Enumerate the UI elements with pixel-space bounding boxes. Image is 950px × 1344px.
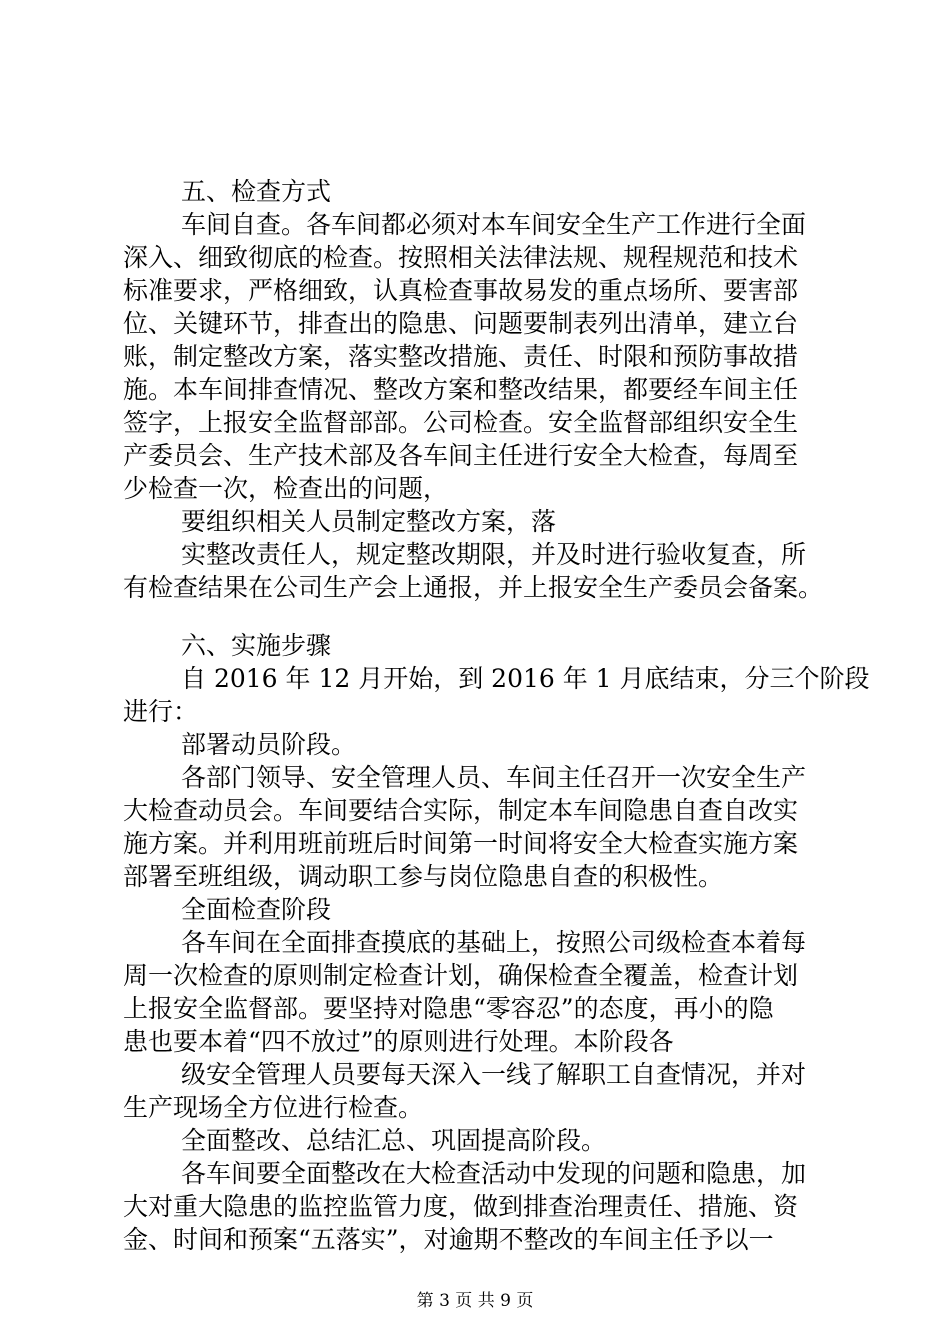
page-number: 第 3 页 共 9 页 <box>416 1291 534 1311</box>
stage-title: 部署动员阶段。 <box>181 730 357 759</box>
paragraph-line: 少检查一次，检查出的问题， <box>123 474 449 503</box>
paragraph-line: 施方案。并利用班前班后时间第一时间将安全大检查实施方案 <box>123 829 799 858</box>
paragraph-line: 上报安全监督部。要坚持对隐患“零容忍”的态度，再小的隐 <box>123 994 774 1023</box>
paragraph-line: 进行： <box>123 697 199 726</box>
paragraph-line: 车间自查。各车间都必须对本车间安全生产工作进行全面 <box>181 210 807 239</box>
paragraph-line: 部署至班组级，调动职工参与岗位隐患自查的积极性。 <box>123 862 724 891</box>
paragraph-line: 生产现场全方位进行检查。 <box>123 1093 424 1122</box>
paragraph-line: 产委员会、生产技术部及各车间主任进行安全大检查，每周至 <box>123 441 799 470</box>
paragraph-line: 金、时间和预案“五落实”，对逾期不整改的车间主任予以一 <box>123 1225 774 1254</box>
paragraph-line: 实整改责任人，规定整改期限，并及时进行验收复查，所 <box>181 540 807 569</box>
stage-title: 全面检查阶段 <box>181 895 332 924</box>
paragraph-line: 大检查动员会。车间要结合实际，制定本车间隐患自查自改实 <box>123 796 799 825</box>
paragraph-line: 深入、细致彻底的检查。按照相关法律法规、规程规范和技术 <box>123 243 799 272</box>
paragraph-line: 大对重大隐患的监控监管力度，做到排查治理责任、措施、资 <box>123 1192 799 1221</box>
paragraph-line: 施。本车间排查情况、整改方案和整改结果，都要经车间主任 <box>123 375 799 404</box>
paragraph-line: 账，制定整改方案，落实整改措施、责任、时限和预防事故措 <box>123 342 799 371</box>
paragraph-line: 各车间要全面整改在大检查活动中发现的问题和隐患，加 <box>181 1159 807 1188</box>
paragraph-line: 级安全管理人员要每天深入一线了解职工自查情况，并对 <box>181 1060 807 1089</box>
paragraph-line: 要组织相关人员制定整改方案，落 <box>181 507 557 536</box>
stage-title: 全面整改、总结汇总、巩固提高阶段。 <box>181 1126 607 1155</box>
paragraph-line: 自 2016 年 12 月开始，到 2016 年 1 月底结束，分三个阶段 <box>181 664 870 693</box>
paragraph-line: 标准要求，严格细致，认真检查事故易发的重点场所、要害部 <box>123 276 799 305</box>
paragraph-line: 各部门领导、安全管理人员、车间主任召开一次安全生产 <box>181 763 807 792</box>
section-heading: 六、实施步骤 <box>181 631 332 660</box>
paragraph-line: 签字，上报安全监督部部。公司检查。安全监督部组织安全生 <box>123 408 799 437</box>
paragraph-line: 周一次检查的原则制定检查计划，确保检查全覆盖，检查计划 <box>123 961 799 990</box>
paragraph-line: 各车间在全面排查摸底的基础上，按照公司级检查本着每 <box>181 928 807 957</box>
section-heading: 五、检查方式 <box>181 177 332 206</box>
paragraph-line: 有检查结果在公司生产会上通报，并上报安全生产委员会备案。 <box>123 573 824 602</box>
paragraph-line: 位、关键环节，排查出的隐患、问题要制表列出清单，建立台 <box>123 309 799 338</box>
paragraph-line: 患也要本着“四不放过”的原则进行处理。本阶段各 <box>123 1027 674 1056</box>
